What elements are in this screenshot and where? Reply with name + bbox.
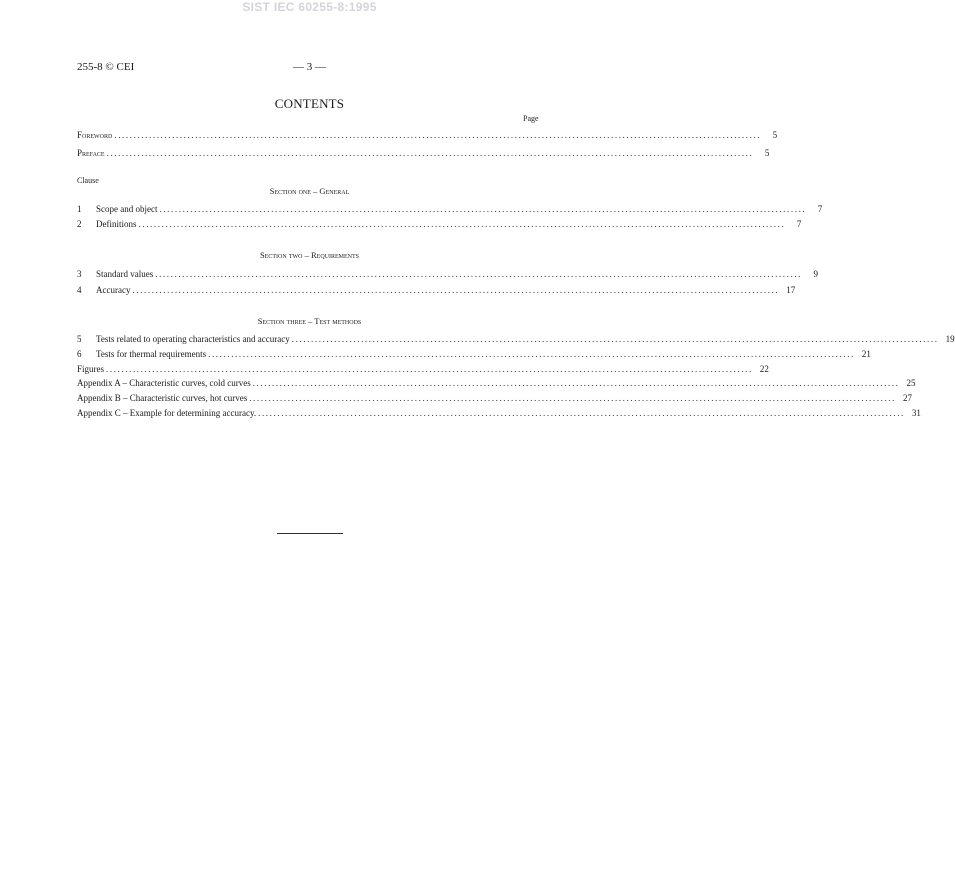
toc-row-figures[interactable] [77,363,769,376]
toc-label: Figures [77,364,104,374]
clause-number: 5 [77,334,82,344]
toc-row-appendix-b[interactable] [77,392,913,405]
toc-page: 22 [759,364,769,374]
toc-label: Tests related to operating characteristics and accuracy [96,334,290,344]
page-column-label: Page [523,114,539,123]
page-number: — 3 — [293,61,326,73]
toc-page: 27 [903,393,913,403]
toc-page: 7 [817,204,823,214]
toc-row-tests-thermal[interactable] [77,348,871,361]
leader-dots: ........................................................................................................................................................................ [249,393,897,403]
header-left-reference: 255-8 © CEI [77,61,135,73]
toc-label: Preface [77,148,105,158]
clause-number: 6 [77,349,82,359]
leader-dots: ........................................................................................................................................................................ [114,130,762,140]
leader-dots: ........................................................................................................................................................................ [208,349,855,359]
toc-page: 7 [796,219,802,229]
toc-label: Appendix C – Example for determining accuracy. [77,408,257,418]
toc-row-scope[interactable] [77,203,823,216]
toc-label: Appendix A – Characteristic curves, cold curves [77,378,251,388]
toc-page: 5 [764,148,770,158]
toc-label: Foreword [77,130,113,140]
watermark: SIST IEC 60255-8:1995 [242,0,377,14]
toc-row-appendix-a[interactable] [77,377,916,390]
leader-dots: ........................................................................................................................................................................ [138,219,786,229]
leader-dots: ........................................................................................................................................................................ [159,204,807,214]
toc-row-standard-values[interactable] [77,268,819,281]
leader-dots: ........................................................................................................................................................................ [291,334,939,344]
leader-dots: ........................................................................................................................................................................ [252,378,900,388]
clause-number: 1 [77,204,82,214]
section-heading-one: Section one – General [269,186,350,196]
toc-label: Scope and object [96,204,158,214]
leader-dots: ........................................................................................................................................................................ [155,269,803,279]
section-heading-two: Section two – Requirements [259,250,359,260]
toc-label: Standard values [96,269,154,279]
section-heading-three: Section three – Test methods [257,316,362,326]
toc-row-foreword[interactable] [77,129,778,142]
toc-row-tests-operating[interactable] [77,333,955,346]
toc-page: 9 [813,269,819,279]
leader-dots: ........................................................................................................................................................................ [106,364,753,374]
clause-number: 4 [77,285,82,295]
page-title: CONTENTS [274,96,345,111]
clause-number: 2 [77,219,82,229]
clause-number: 3 [77,269,82,279]
toc-page: 5 [772,130,778,140]
leader-dots: ........................................................................................................................................................................ [258,408,905,418]
toc-page: 25 [906,378,916,388]
toc-page: 17 [786,285,796,295]
toc-page: 31 [911,408,921,418]
leader-dots: ........................................................................................................................................................................ [106,148,754,158]
toc-label: Accuracy [96,285,131,295]
toc-row-preface[interactable] [77,147,770,160]
toc-row-accuracy[interactable] [77,284,796,297]
toc-label: Appendix B – Characteristic curves, hot curves [77,393,248,403]
leader-dots: ........................................................................................................................................................................ [132,285,780,295]
toc-row-definitions[interactable] [77,218,802,231]
toc-label: Tests for thermal requirements [96,349,207,359]
toc-label: Definitions [96,219,137,229]
clause-column-label: Clause [77,176,99,185]
end-rule-divider [277,533,343,534]
toc-page: 21 [861,349,871,359]
toc-row-appendix-c[interactable] [77,407,921,420]
toc-page: 19 [945,334,955,344]
